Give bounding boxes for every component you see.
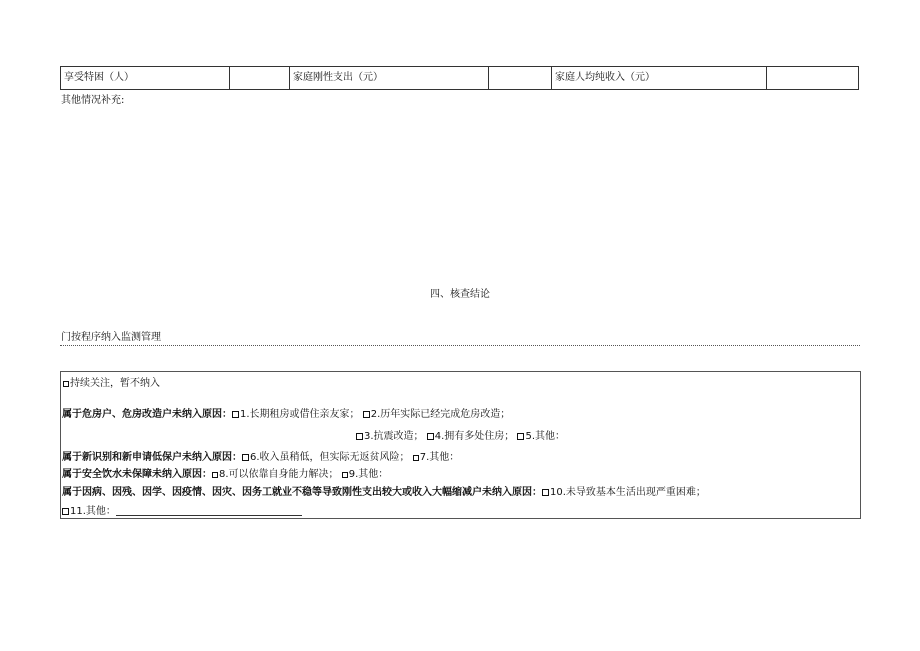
checkbox-icon[interactable] [356, 433, 363, 440]
water-reason-label: 属于安全饮水未保障未纳入原因： [62, 469, 212, 480]
option-2: 2.历年实际已经完成危房改造； [370, 409, 511, 420]
per-capita-income-label: 家庭人均纯收入（元） [552, 67, 767, 89]
checkbox-icon[interactable] [413, 455, 419, 461]
option-11: 11.其他： [70, 506, 116, 517]
option-1: 1.长期租房或借住亲友家； [240, 409, 360, 420]
management-text: 门按程序纳入监测管理 [61, 332, 161, 343]
rigid-expense-field[interactable] [489, 67, 552, 89]
household-info-table [60, 66, 859, 90]
enjoy-special-poverty-field[interactable] [230, 67, 290, 89]
checkbox-icon[interactable] [427, 433, 434, 440]
option-9: 9.其他： [348, 469, 389, 480]
option-4: 4.拥有多处住房； [434, 431, 515, 442]
per-capita-income-field[interactable] [767, 67, 858, 89]
housing-reason-label: 属于危房户、危房改造户未纳入原因： [62, 409, 232, 420]
option-7: 7.其他： [419, 452, 460, 463]
disaster-reason-row [62, 487, 706, 499]
enjoy-special-poverty-label: 享受特困（人） [61, 67, 230, 89]
divider [60, 345, 860, 346]
housing-reason-row [62, 409, 510, 421]
option-6: 6.收入虽稍低，但实际无返贫风险； [250, 452, 410, 463]
disaster-reason-label: 属于因病、因残、因学、因疫情、因灾、因务工就业不稳等导致刚性支出较大或收入大幅缩减户未纳入原因： [62, 487, 542, 498]
checkbox-icon[interactable] [363, 411, 370, 418]
continue-watch-option[interactable] [63, 378, 160, 390]
option-5: 5.其他： [525, 431, 566, 442]
supplement-label: 其他情况补充: [61, 95, 125, 106]
checkbox-icon[interactable] [212, 472, 218, 478]
checkbox-icon[interactable] [542, 489, 549, 496]
checkbox-icon[interactable] [232, 411, 239, 418]
new-low-reason-label: 属于新识别和新申请低保户未纳入原因： [62, 452, 242, 463]
checkbox-icon[interactable] [517, 433, 524, 440]
checkbox-icon[interactable] [342, 472, 348, 478]
checkbox-icon[interactable] [62, 508, 69, 515]
checkbox-icon[interactable] [63, 381, 69, 387]
other-reason-row [62, 506, 302, 518]
rigid-expense-label: 家庭刚性支出（元） [290, 67, 489, 89]
option-3: 3.抗震改造； [364, 431, 424, 442]
housing-reason-row-2 [356, 431, 565, 443]
checkbox-icon[interactable] [242, 454, 249, 461]
new-low-reason-row [62, 452, 459, 464]
continue-watch-label: 持续关注，暂不纳入 [70, 378, 160, 389]
water-reason-row [62, 469, 388, 481]
conclusion-box [60, 371, 861, 519]
option-10: 10.未导致基本生活出现严重困难； [550, 487, 706, 498]
option-8: 8.可以依靠自身能力解决； [219, 469, 339, 480]
section-title: 四、核查结论 [430, 289, 490, 300]
other-fill-blank[interactable] [116, 507, 302, 516]
